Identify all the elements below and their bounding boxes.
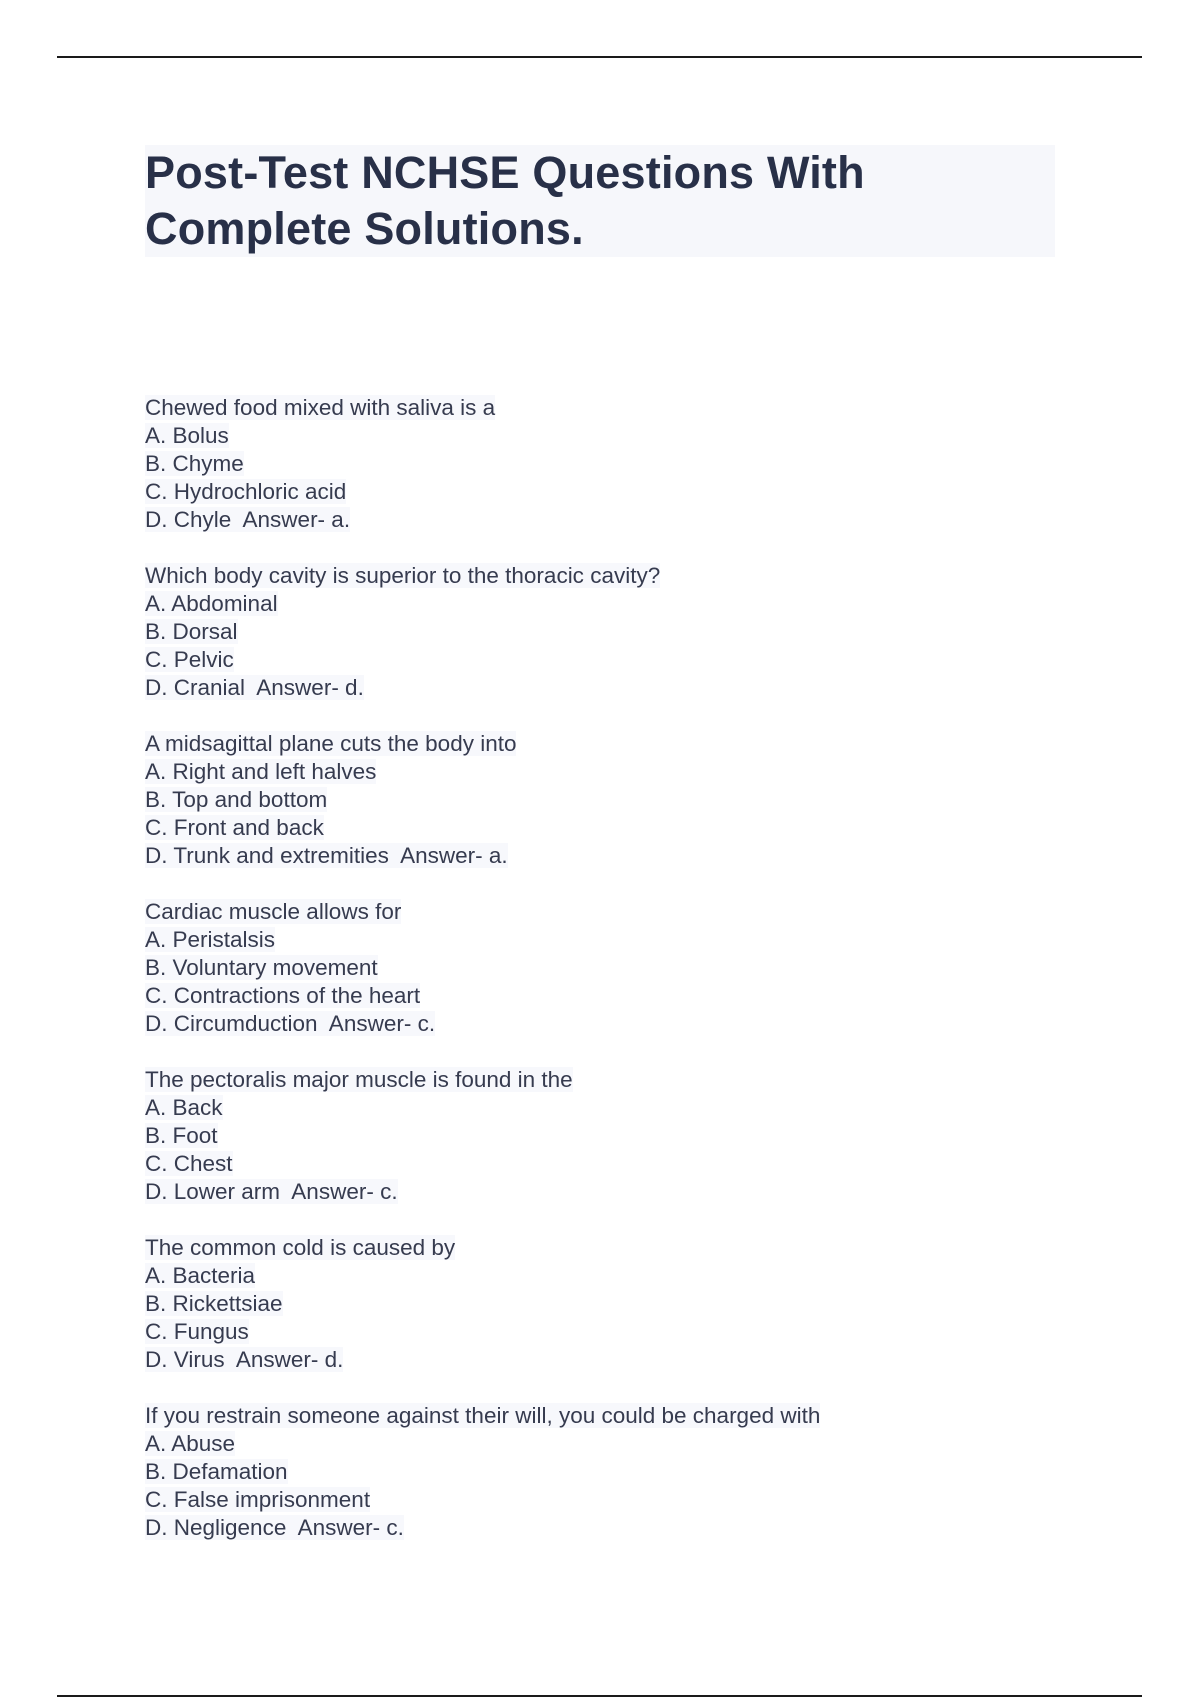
answer-option-with-key: D. Chyle Answer- a. — [145, 507, 351, 532]
question-stem: A midsagittal plane cuts the body into — [145, 731, 517, 756]
question-item — [145, 730, 1045, 870]
question-stem: The common cold is caused by — [145, 1235, 456, 1260]
answer-option-with-key: D. Lower arm Answer- c. — [145, 1179, 398, 1204]
answer-option: B. Rickettsiae — [145, 1291, 283, 1316]
question-item — [145, 394, 1045, 534]
top-rule — [57, 56, 1142, 58]
answer-option: C. Hydrochloric acid — [145, 479, 347, 504]
answer-option: B. Dorsal — [145, 619, 238, 644]
answer-option: C. Contractions of the heart — [145, 983, 421, 1008]
answer-option: A. Abdominal — [145, 591, 278, 616]
question-item — [145, 1066, 1045, 1206]
answer-option: C. Chest — [145, 1151, 233, 1176]
answer-option: A. Bacteria — [145, 1263, 256, 1288]
page-title — [145, 145, 1055, 257]
answer-option: A. Peristalsis — [145, 927, 276, 952]
answer-option-with-key: D. Trunk and extremities Answer- a. — [145, 843, 508, 868]
answer-option: A. Right and left halves — [145, 759, 377, 784]
answer-option: B. Foot — [145, 1123, 218, 1148]
answer-option: B. Defamation — [145, 1459, 288, 1484]
question-stem: If you restrain someone against their will, you could be charged with — [145, 1403, 821, 1428]
answer-option: A. Abuse — [145, 1431, 236, 1456]
answer-option: C. False imprisonment — [145, 1487, 371, 1512]
question-item — [145, 562, 1045, 702]
question-stem: The pectoralis major muscle is found in the — [145, 1067, 573, 1092]
question-item — [145, 1402, 1045, 1542]
question-item — [145, 1234, 1045, 1374]
answer-option: C. Pelvic — [145, 647, 234, 672]
answer-option: B. Top and bottom — [145, 787, 328, 812]
title-line: Post-Test NCHSE Questions With — [145, 147, 865, 198]
answer-option-with-key: D. Negligence Answer- c. — [145, 1515, 404, 1540]
answer-option: C. Fungus — [145, 1319, 249, 1344]
question-stem: Cardiac muscle allows for — [145, 899, 402, 924]
answer-option: A. Back — [145, 1095, 223, 1120]
bottom-rule — [57, 1695, 1142, 1697]
answer-option: B. Voluntary movement — [145, 955, 378, 980]
answer-option: B. Chyme — [145, 451, 244, 476]
answer-option: A. Bolus — [145, 423, 229, 448]
answer-option: C. Front and back — [145, 815, 324, 840]
question-list — [145, 394, 1045, 1570]
answer-option-with-key: D. Cranial Answer- d. — [145, 675, 364, 700]
title-block — [145, 145, 1055, 257]
answer-option-with-key: D. Circumduction Answer- c. — [145, 1011, 436, 1036]
answer-option-with-key: D. Virus Answer- d. — [145, 1347, 344, 1372]
question-stem: Chewed food mixed with saliva is a — [145, 395, 496, 420]
question-stem: Which body cavity is superior to the thoracic cavity? — [145, 563, 661, 588]
title-line: Complete Solutions. — [145, 203, 584, 254]
question-item — [145, 898, 1045, 1038]
